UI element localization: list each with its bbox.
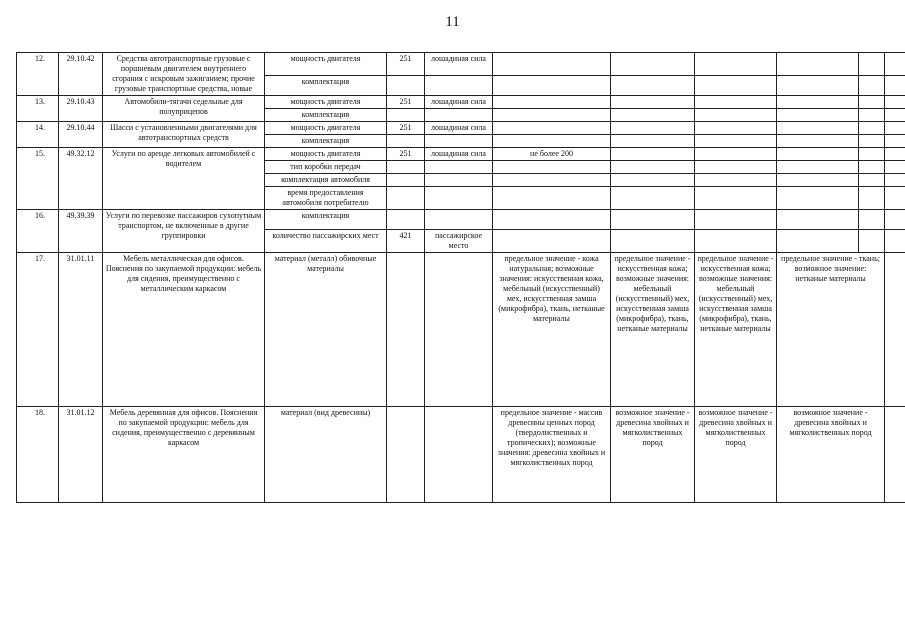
feature-name: мощность двигателя <box>265 96 387 109</box>
limit-value: возможное значение - древесина хвойных и мягколиственных пород <box>611 407 695 503</box>
okpd-code: 49.32.12 <box>59 148 103 210</box>
okpd-code: 29.10.42 <box>59 53 103 96</box>
okpd-code: 31.01.12 <box>59 407 103 503</box>
okei-code: 421 <box>387 230 425 253</box>
limit-value: предельное значение - кожа натуральная; возможные значения: искусственная кожа, мебельный (искусственный) мех, искусственная замша (микрофибра), ткань, нетканые материалы <box>493 253 611 407</box>
row-number: 13. <box>17 96 59 122</box>
feature-name: мощность двигателя <box>265 148 387 161</box>
row-number: 16. <box>17 210 59 253</box>
feature-name: время предоставления автомобиля потребителю <box>265 187 387 210</box>
row-number: 18. <box>17 407 59 503</box>
feature-name: мощность двигателя <box>265 53 387 76</box>
unit-name: лошадиная сила <box>425 148 493 161</box>
okei-code: 251 <box>387 122 425 135</box>
feature-name: материал (металл) обивочные материалы <box>265 253 387 407</box>
limit-value: предельное значение - искусственная кожа; возможные значения: мебельный (искусственный) мех, искусственная замша (микрофибра), ткань, нетканые материалы <box>611 253 695 407</box>
table-row <box>17 148 905 161</box>
product-name: Мебель деревянная для офисов. Пояснения по закупаемой продукции: мебель для сидения, преимущественно с деревянным каркасом <box>103 407 265 503</box>
limit-value: возможное значение - древесина хвойных и мягколиственных пород <box>777 407 885 503</box>
okei-code: 251 <box>387 96 425 109</box>
feature-name: комплектация <box>265 109 387 122</box>
product-name: Автомобили-тягачи седельные для полуприцепов <box>103 96 265 122</box>
row-number: 17. <box>17 253 59 407</box>
feature-name: комплектация <box>265 135 387 148</box>
okpd-code: 49.39.39 <box>59 210 103 253</box>
okpd-code: 31.01.11 <box>59 253 103 407</box>
table-row <box>17 53 905 76</box>
row-number: 14. <box>17 122 59 148</box>
feature-name: материал (вид древесины) <box>265 407 387 503</box>
table-row <box>17 122 905 135</box>
unit-name: лошадиная сила <box>425 122 493 135</box>
page-number: 11 <box>445 14 460 30</box>
product-name: Услуги по аренде легковых автомобилей с водителем <box>103 148 265 210</box>
limit-value: не более 200 <box>493 148 611 161</box>
feature-name: комплектация <box>265 76 387 96</box>
okpd-code: 29.10.43 <box>59 96 103 122</box>
table-row <box>17 253 905 407</box>
table-row <box>17 210 905 230</box>
feature-name: комплектация автомобиля <box>265 174 387 187</box>
row-number: 12. <box>17 53 59 96</box>
product-name: Средства автотранспортные грузовые с поршневым двигателем внутреннего сгорания с искровым зажиганием; прочие грузовые транспортные средства, новые <box>103 53 265 96</box>
feature-name: комплектация <box>265 210 387 230</box>
feature-name: тип коробки передач <box>265 161 387 174</box>
unit-name: пассажирское место <box>425 230 493 253</box>
limit-value: предельное значение - искусственная кожа; возможные значения: мебельный (искусственный) мех, искусственная замша (микрофибра), ткань, нетканые материалы <box>695 253 777 407</box>
product-name: Шасси с установленными двигателями для автотранспортных средств <box>103 122 265 148</box>
feature-name: мощность двигателя <box>265 122 387 135</box>
okei-code: 251 <box>387 148 425 161</box>
specs-table <box>16 52 905 503</box>
limit-value: возможное значение - древесина хвойных и мягколиственных пород <box>695 407 777 503</box>
okei-code: 251 <box>387 53 425 76</box>
unit-name: лошадиная сила <box>425 96 493 109</box>
product-name: Мебель металлическая для офисов. Пояснения по закупаемой продукции: мебель для сидения, преимущественно с металлическим каркасом <box>103 253 265 407</box>
table-row <box>17 407 905 503</box>
row-number: 15. <box>17 148 59 210</box>
limit-value: предельное значение - ткань; возможное значение: нетканые материалы <box>777 253 885 407</box>
okpd-code: 29.10.44 <box>59 122 103 148</box>
product-name: Услуги по перевозке пассажиров сухопутным транспортом, не включенные в другие группировки <box>103 210 265 253</box>
feature-name: количество пассажирских мест <box>265 230 387 253</box>
table-row <box>17 96 905 109</box>
unit-name: лошадиная сила <box>425 53 493 76</box>
limit-value: предельное значение - массив древесины ценных пород (твердолиственных и тропических); возможные значения: древесина хвойных и мягколиственных пород <box>493 407 611 503</box>
